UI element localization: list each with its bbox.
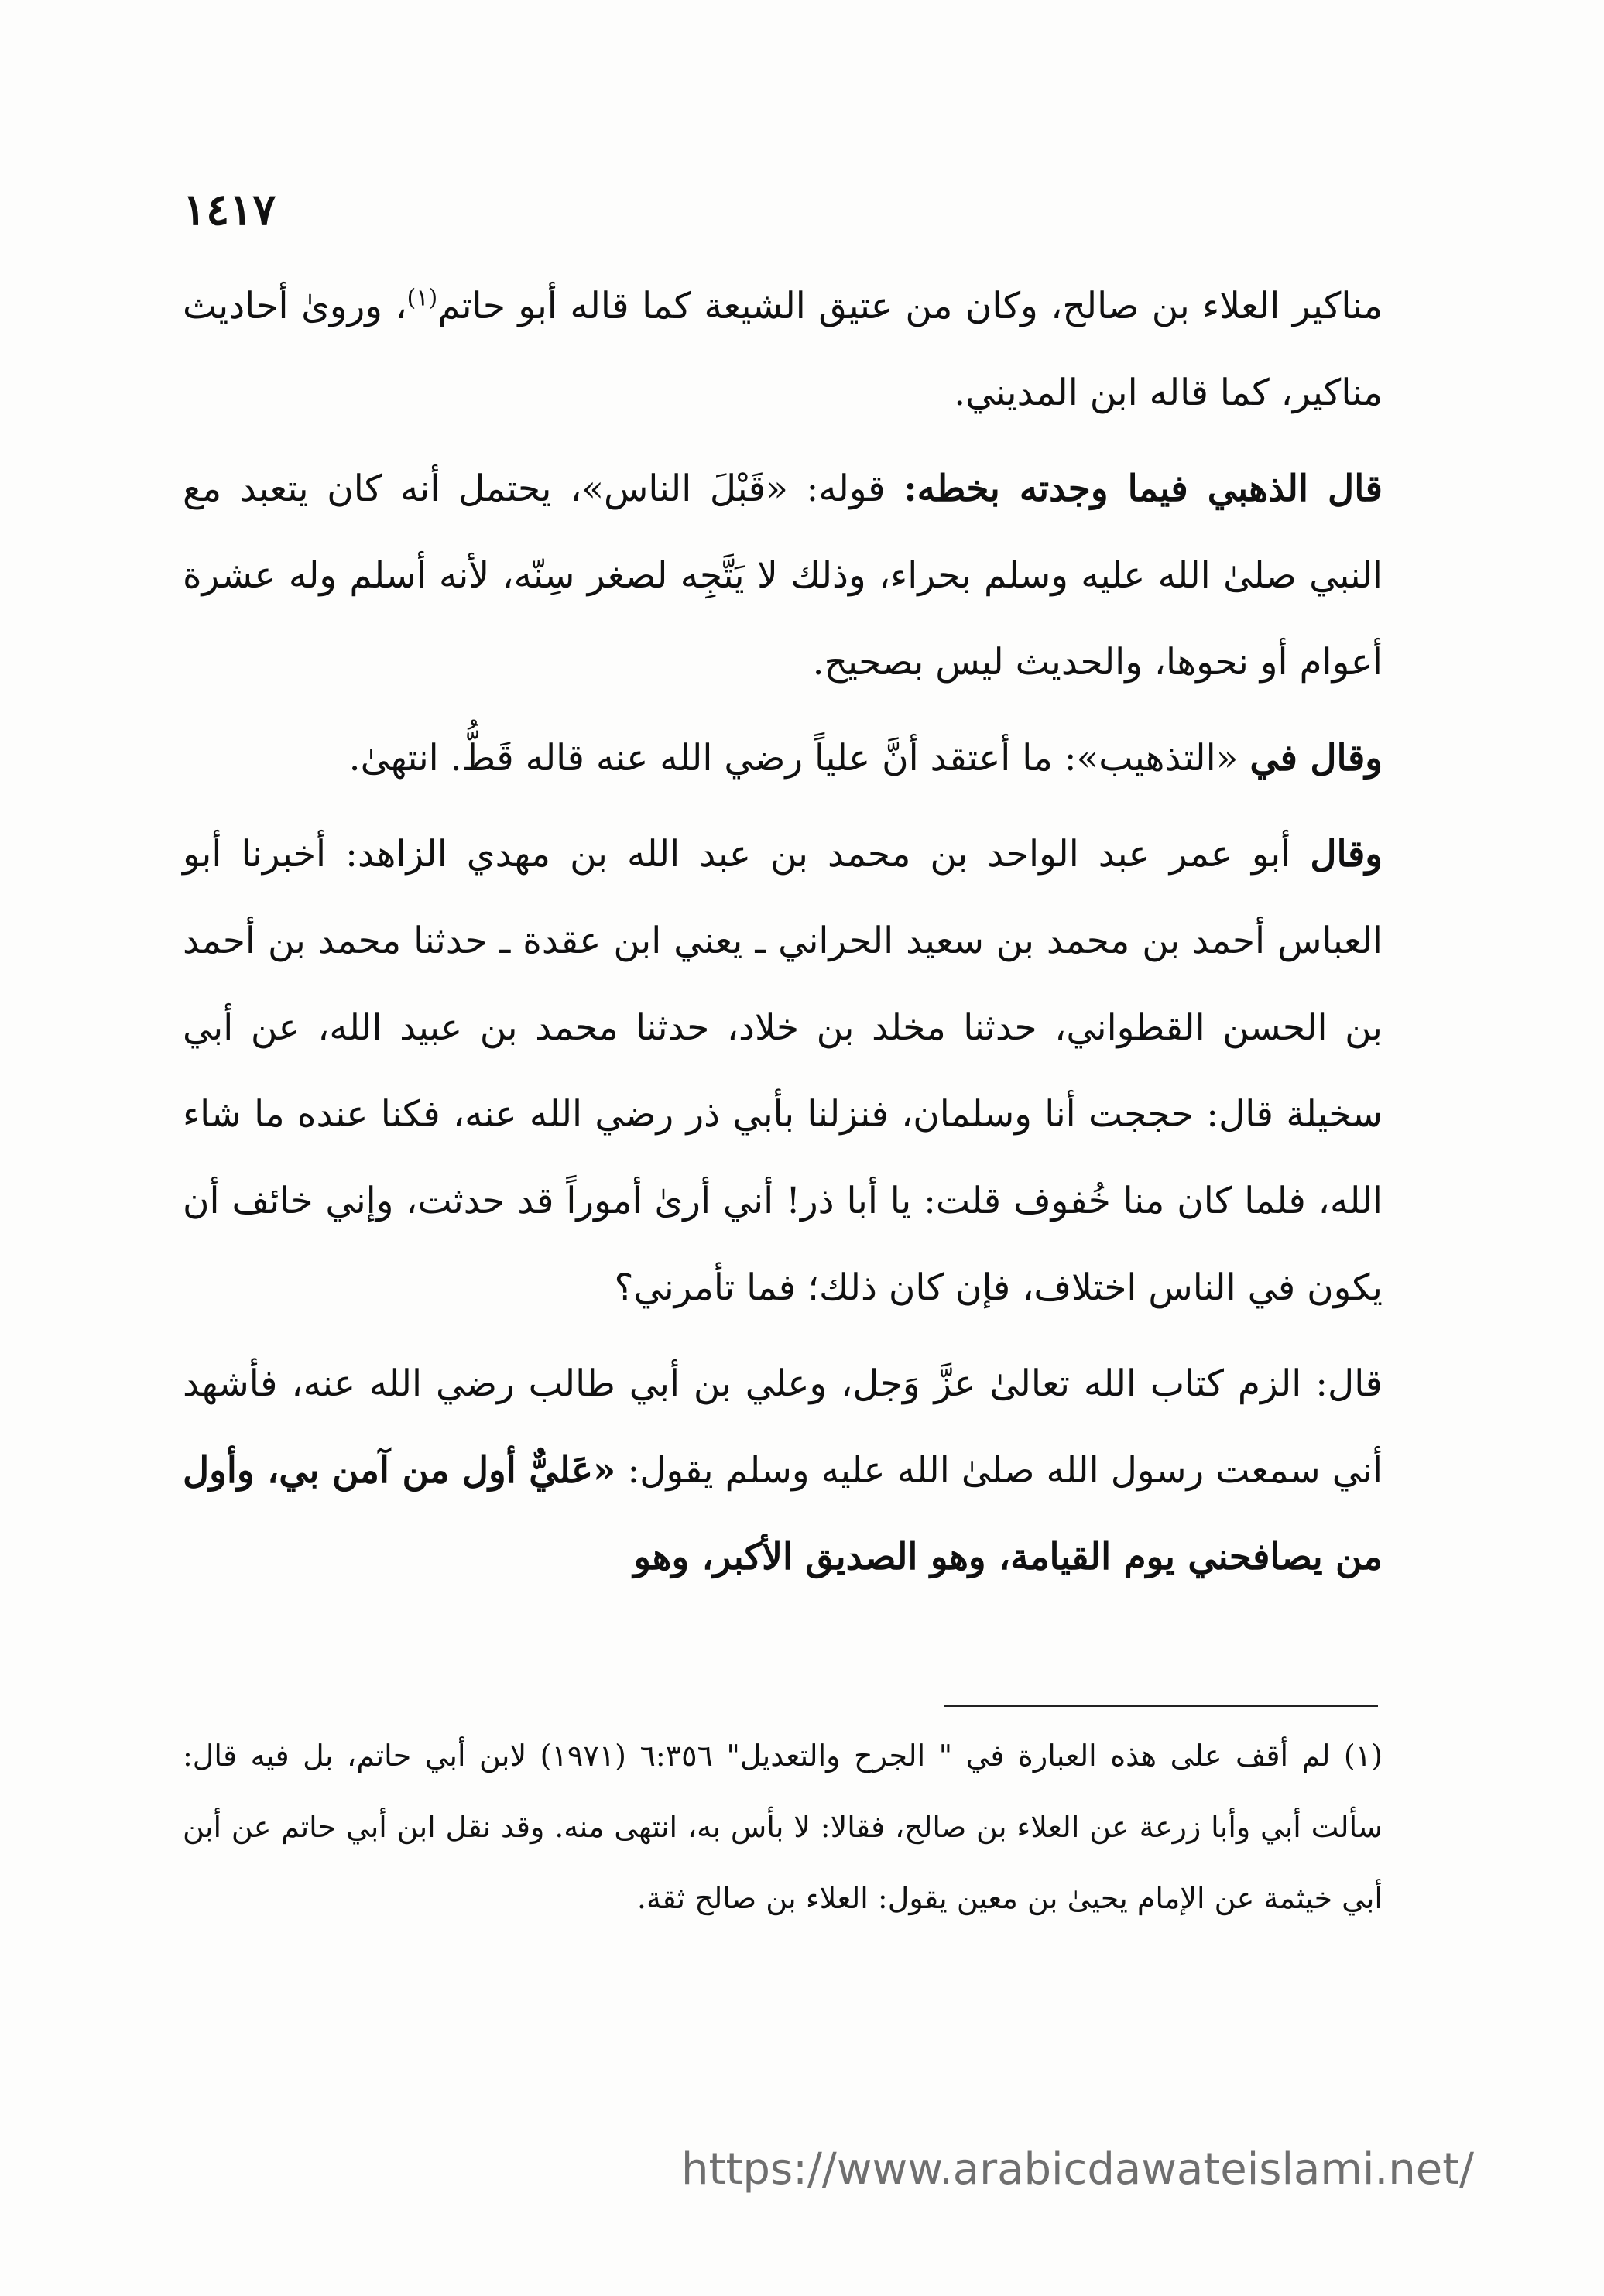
paragraph-5 — [183, 1341, 1383, 1601]
main-text — [183, 263, 1383, 1610]
paragraph-5-text: قال: الزم كتاب الله تعالىٰ عزَّ وَجل، وعلي بن أبي طالب رضي الله عنه، فأشهد أني سمعت رسول الله صلىٰ الله عليه وسلم يقول: — [183, 1362, 1383, 1492]
paragraph-4 — [183, 811, 1383, 1331]
paragraph-2-lead: قال الذهبي فيما وجدته بخطه: — [903, 468, 1383, 510]
footnote-separator — [944, 1705, 1378, 1707]
footnote-reference: (١) — [406, 284, 438, 312]
paragraph-2 — [183, 446, 1383, 706]
paragraph-4-text: أبو عمر عبد الواحد بن محمد بن عبد الله بن مهدي الزاهد: أخبرنا أبو العباس أحمد بن محمد بن سعيد الحراني ـ يعني ابن عقدة ـ حدثنا محمد بن أحمد بن الحسن القطواني، حدثنا مخلد بن خلاد، حدثنا محمد بن عبيد الله، عن أبي سخيلة قال: حججت أنا وسلمان، فنزلنا بأبي ذر رضي الله عنه، فكنا عنده ما شاء الله، فلما كان منا خُفوف قلت: يا أبا ذر! أني أرىٰ أموراً قد حدثت، وإني خائف أن يكون في الناس اختلاف، فإن كان ذلك؛ فما تأمرني؟ — [183, 833, 1383, 1309]
paragraph-1 — [183, 263, 1383, 437]
paragraph-5-bold-tail: «عَليٌّ أول من آمن بي، وأول من يصافحني يوم القيامة، وهو الصديق الأكبر، وهو — [183, 1449, 1383, 1578]
paragraph-4-lead: وقال — [1310, 833, 1383, 876]
paragraph-3-lead: وقال في — [1249, 737, 1383, 780]
paragraph-3-text: «التذهيب»: ما أعتقد أنَّ علياً رضي الله عنه قاله قَطُّ. انتهىٰ. — [348, 737, 1250, 780]
footnote — [183, 1720, 1383, 1934]
page-number: ١٤١٧ — [183, 184, 276, 235]
footnote-text: (١) لم أقف على هذه العبارة في " الجرح والتعديل" ٦:٣٥٦ (١٩٧١) لابن أبي حاتم، بل فيه قال: سألت أبي وأبا زرعة عن العلاء بن صالح، فقالا: لا بأس به، انتهى منه. وقد نقل ابن أبي حاتم عن أبن أبي خيثمة عن الإمام يحيىٰ بن معين يقول: العلاء بن صالح ثقة. — [183, 1739, 1383, 1915]
watermark-url: https://www.arabicdawateislami.net/ — [681, 2144, 1475, 2195]
paragraph-1-continuation: ، ورویٰ أحاديث مناكير، كما قاله ابن المديني. — [183, 285, 1383, 414]
paragraph-2-text: قوله: «قَبْلَ الناس»، يحتمل أنه كان يتعبد مع النبي صلىٰ الله عليه وسلم بحراء، وذلك لا يَتَّجِه لصغر سِنّه، لأنه أسلم وله عشرة أعوام أو نحوها، والحديث ليس بصحيح. — [183, 468, 1383, 684]
paragraph-1-text: مناكير العلاء بن صالح، وكان من عتيق الشيعة كما قاله أبو حاتم — [437, 285, 1383, 327]
paragraph-3 — [183, 715, 1383, 802]
